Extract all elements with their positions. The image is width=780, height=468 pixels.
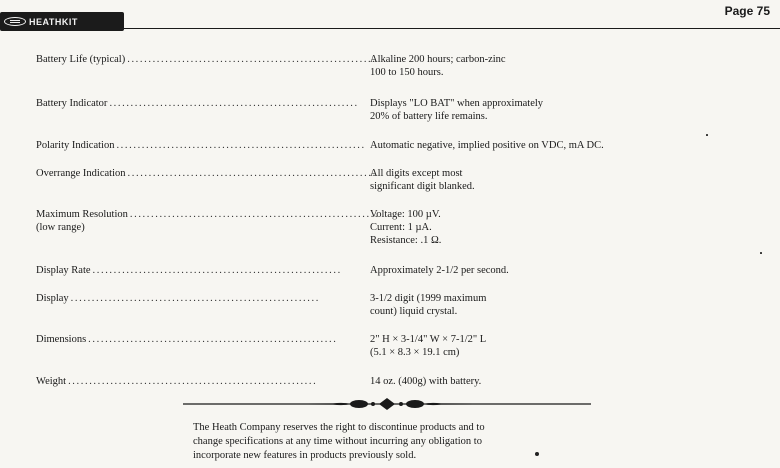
spec-value: Approximately 2-1/2 per second. (370, 265, 509, 276)
spec-label: Weight ........................................................... (36, 376, 318, 387)
ornamental-divider (183, 397, 591, 411)
spec-label: Maximum Resolution ........................................................... (low range) (36, 209, 380, 233)
spec-label: Battery Indicator ........................................................... (36, 98, 359, 109)
spec-value: Displays "LO BAT" when approximately 20% of battery life remains. (370, 98, 544, 122)
spec-label: Display Rate ........................................................... (36, 265, 342, 276)
print-speck (535, 452, 539, 456)
heathkit-emblem-icon (4, 17, 26, 26)
spec-value: Automatic negative, implied positive on VDC, mA DC. (370, 140, 604, 151)
spec-label: Display ........................................................... (36, 293, 320, 304)
logo-text: HEATHKIT (29, 16, 78, 27)
disclaimer-notice: The Heath Company reserves the right to discontinue products and to change specifications at any time without incurring any obligation to incorporate new features in products previously sold. (193, 422, 485, 461)
spec-value: Voltage: 100 µV. Current: 1 µA. Resistance: .1 Ω. (370, 209, 442, 246)
spec-label: Overrange Indication ........................................................... (36, 168, 377, 179)
spec-label: Battery Life (typical) ........................................................... (36, 54, 377, 65)
spec-value: All digits except most significant digit blanked. (370, 168, 475, 192)
print-speck (760, 252, 762, 254)
heathkit-logo (0, 12, 124, 31)
page-header (0, 4, 780, 36)
spec-label: Dimensions ........................................................... (36, 334, 338, 345)
print-speck (706, 134, 708, 136)
spec-value: Alkaline 200 hours; carbon-zinc 100 to 150 hours. (370, 54, 506, 78)
spec-label: Polarity Indication ........................................................... (36, 140, 366, 151)
spec-value: 2" H × 3-1/4" W × 7-1/2" L (5.1 × 8.3 × 19.1 cm) (370, 334, 487, 358)
header-rule (124, 28, 780, 29)
page-number: Page 75 (724, 4, 770, 18)
spec-value: 3-1/2 digit (1999 maximum count) liquid crystal. (370, 293, 487, 317)
spec-value: 14 oz. (400g) with battery. (370, 376, 482, 387)
